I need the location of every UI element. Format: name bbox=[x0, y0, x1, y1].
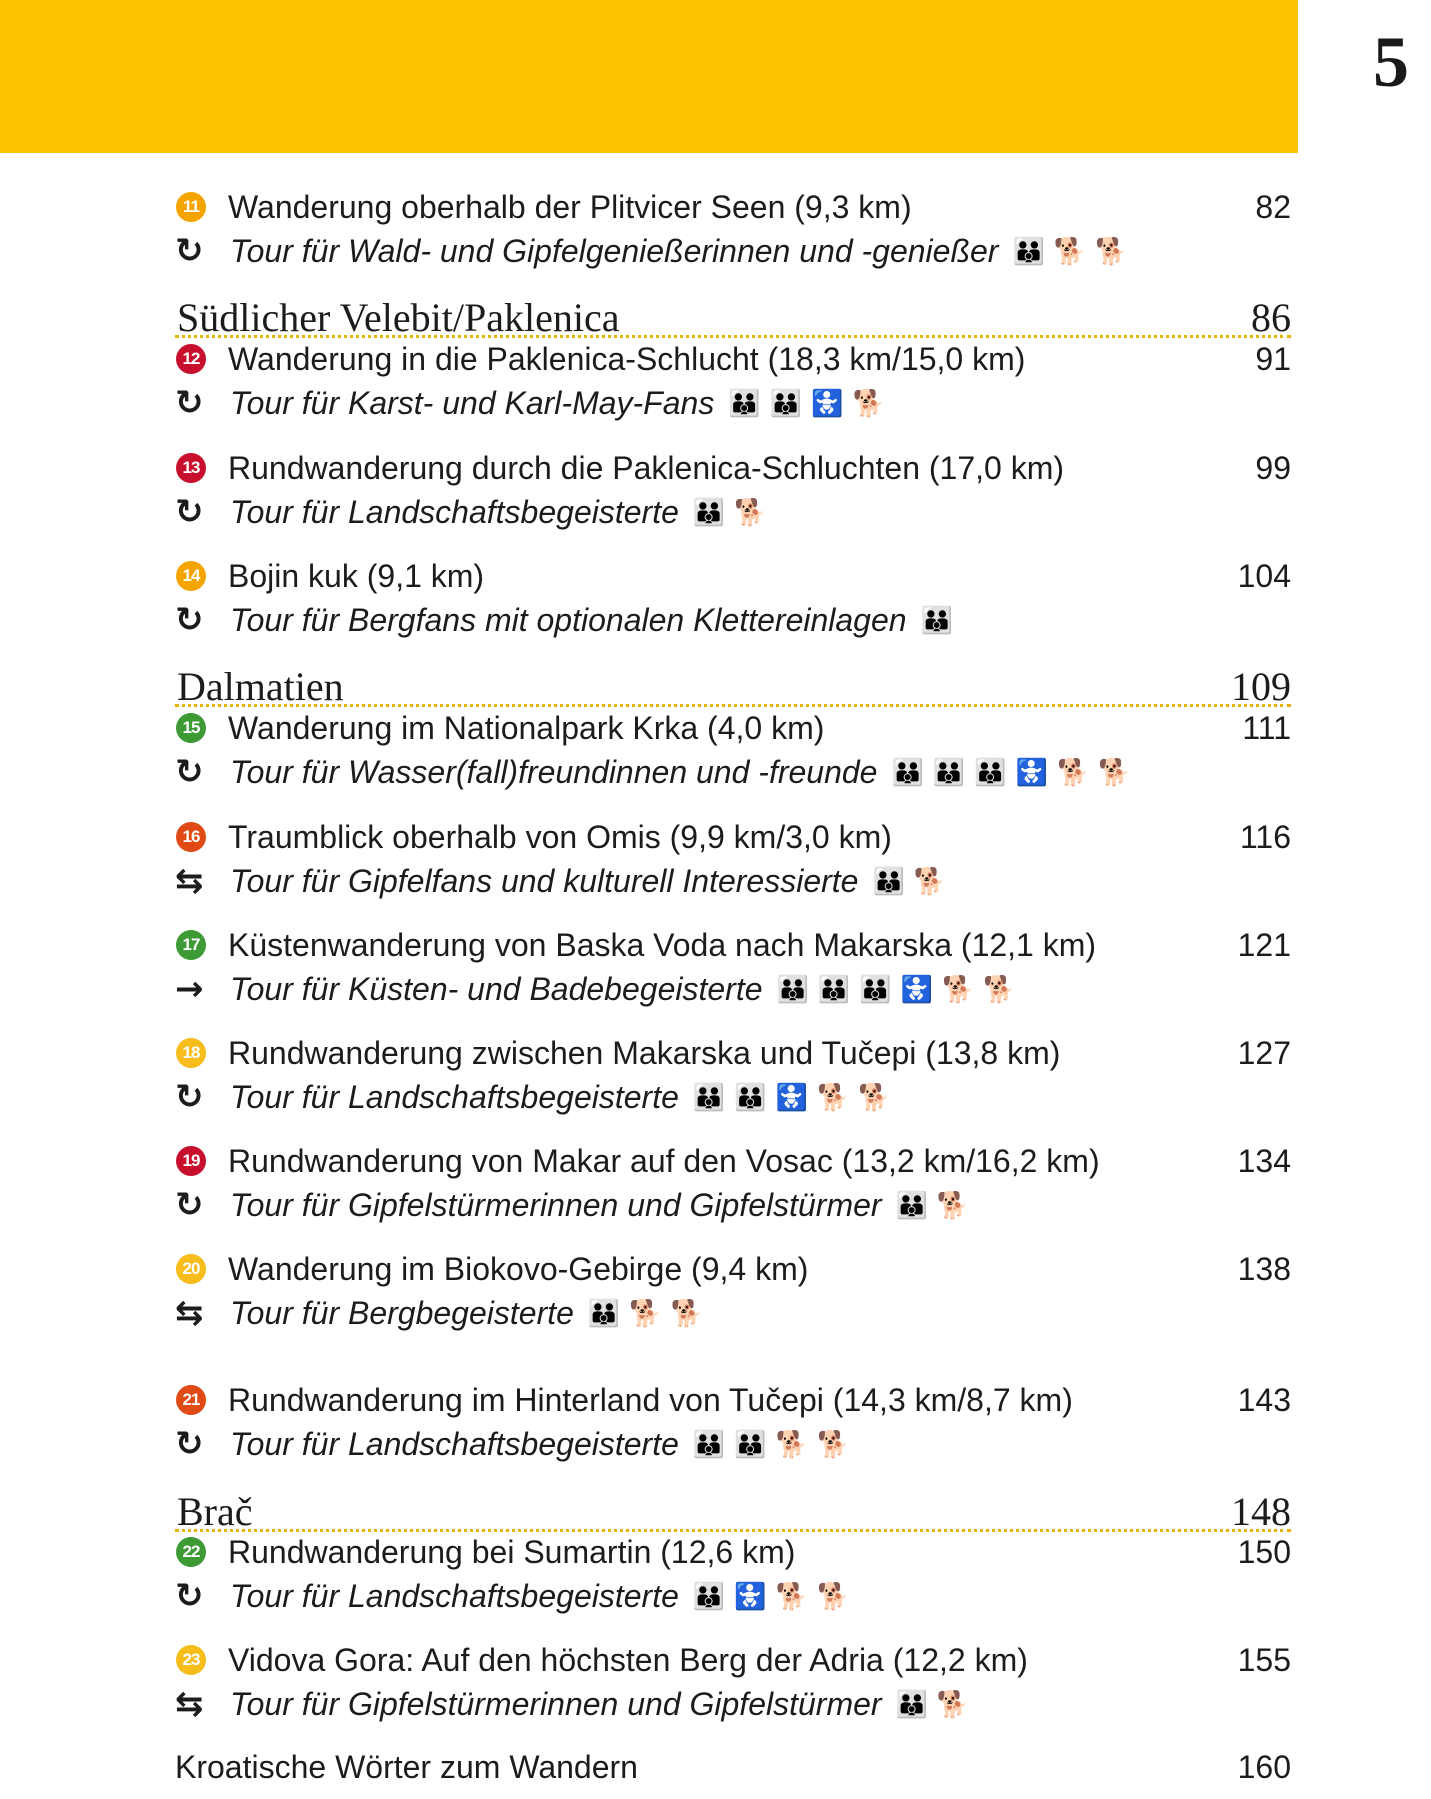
entry-tour-description bbox=[230, 859, 955, 903]
toc-entry[interactable] bbox=[175, 554, 1291, 642]
tour-text: Tour für Gipfelfans und kulturell Interessierte bbox=[230, 863, 859, 899]
entry-tour-description bbox=[230, 750, 1140, 794]
family-icon: 👪 bbox=[872, 866, 906, 896]
dog-icon: 🐕 bbox=[817, 1082, 851, 1112]
dog-icon: 🐕 bbox=[817, 1581, 851, 1611]
dog-icon: 🐕 bbox=[1098, 757, 1132, 787]
suitability-icons bbox=[896, 1682, 979, 1726]
entry-title: Küstenwanderung von Baska Voda nach Makarska (12,1 km) bbox=[228, 927, 1097, 963]
entry-page: 91 bbox=[1255, 341, 1291, 377]
dog-icon: 🐕 bbox=[734, 497, 768, 527]
tour-number-badge: 16 bbox=[176, 822, 206, 852]
family-icon: 👪 bbox=[728, 388, 762, 418]
tour-text: Tour für Bergfans mit optionalen Klettereinlagen bbox=[230, 602, 907, 638]
entry-title-line bbox=[175, 446, 1291, 490]
family-icon: 👪 bbox=[891, 757, 925, 787]
entry-tour-line bbox=[175, 1183, 1291, 1227]
toc-entry[interactable] bbox=[175, 1247, 1291, 1335]
family-icon: 👪 bbox=[776, 974, 810, 1004]
entry-page: 155 bbox=[1237, 1642, 1291, 1678]
family-icon: 👪 bbox=[692, 1429, 727, 1459]
entry-tour-line bbox=[175, 1075, 1291, 1119]
loop-arrow-icon: ↻ bbox=[175, 1185, 204, 1225]
entry-page: 82 bbox=[1255, 189, 1291, 225]
section-title: Südlicher Velebit/Paklenica bbox=[177, 295, 620, 340]
there-and-back-icon: ⇆ bbox=[175, 861, 204, 901]
entry-tour-line bbox=[175, 750, 1291, 794]
section-title: Brač bbox=[177, 1489, 253, 1534]
entry-tour-line bbox=[175, 1422, 1291, 1466]
family-icon: 👪 bbox=[859, 974, 893, 1004]
tour-text: Tour für Wald- und Gipfelgenießerinnen und -genießer bbox=[230, 233, 999, 269]
suitability-icons bbox=[777, 967, 1025, 1011]
tour-number-badge: 18 bbox=[176, 1038, 206, 1068]
section-heading[interactable] bbox=[175, 1477, 1291, 1532]
footer-page: 160 bbox=[1237, 1749, 1291, 1785]
suitability-icons bbox=[693, 1574, 859, 1618]
dog-icon: 🐕 bbox=[817, 1429, 851, 1459]
toc-entry[interactable] bbox=[175, 1378, 1291, 1466]
dog-icon: 🐕 bbox=[1053, 236, 1088, 266]
entry-tour-line bbox=[175, 598, 1291, 642]
entry-tour-line bbox=[175, 1291, 1291, 1335]
entry-title-line bbox=[175, 1031, 1291, 1075]
footer-title: Kroatische Wörter zum Wandern bbox=[175, 1749, 638, 1785]
entry-page: 138 bbox=[1237, 1251, 1291, 1287]
entry-tour-line bbox=[175, 229, 1291, 273]
dog-icon: 🐕 bbox=[629, 1298, 663, 1328]
loop-arrow-icon: ↻ bbox=[175, 492, 204, 532]
entry-tour-line bbox=[175, 490, 1291, 534]
tour-number-badge: 22 bbox=[176, 1537, 206, 1567]
tour-text: Tour für Gipfelstürmerinnen und Gipfelstürmer bbox=[230, 1187, 882, 1223]
entry-title-line bbox=[175, 337, 1291, 381]
section-heading[interactable] bbox=[175, 652, 1291, 707]
family-icon: 👪 bbox=[895, 1689, 929, 1719]
section-title: Dalmatien bbox=[177, 664, 344, 709]
entry-title: Wanderung oberhalb der Plitvicer Seen (9,3 km) bbox=[228, 189, 912, 225]
entry-page: 99 bbox=[1255, 450, 1291, 486]
suitability-icons bbox=[872, 859, 955, 903]
toc-entry[interactable] bbox=[175, 337, 1291, 425]
section-heading[interactable] bbox=[175, 283, 1291, 338]
tour-text: Tour für Landschaftsbegeisterte bbox=[230, 1426, 679, 1462]
family-icon: 👪 bbox=[920, 605, 954, 635]
entry-title: Wanderung im Biokovo-Gebirge (9,4 km) bbox=[228, 1251, 809, 1287]
stroller-icon: 🚼 bbox=[900, 974, 934, 1004]
tour-number-badge: 11 bbox=[176, 192, 206, 222]
tour-text: Tour für Landschaftsbegeisterte bbox=[230, 1079, 679, 1115]
tour-number-badge: 14 bbox=[176, 561, 206, 591]
entry-tour-line bbox=[175, 1574, 1291, 1618]
tour-number-badge: 13 bbox=[176, 453, 206, 483]
entry-tour-line bbox=[175, 381, 1291, 425]
tour-number-badge: 23 bbox=[176, 1645, 206, 1675]
entry-tour-line bbox=[175, 859, 1291, 903]
family-icon: 👪 bbox=[692, 1082, 727, 1112]
family-icon: 👪 bbox=[895, 1190, 929, 1220]
suitability-icons bbox=[896, 1183, 979, 1227]
suitability-icons bbox=[693, 490, 776, 534]
suitability-icons bbox=[728, 381, 894, 425]
suitability-icons bbox=[1012, 229, 1136, 273]
entry-page: 150 bbox=[1237, 1534, 1291, 1570]
entry-tour-description bbox=[230, 381, 894, 425]
suitability-icons bbox=[693, 1075, 900, 1119]
loop-arrow-icon: ↻ bbox=[175, 1077, 204, 1117]
family-icon: 👪 bbox=[932, 757, 967, 787]
family-icon: 👪 bbox=[587, 1298, 622, 1328]
tour-number-badge: 15 bbox=[176, 713, 206, 743]
entry-title-line bbox=[175, 554, 1291, 598]
toc-entry[interactable] bbox=[175, 1139, 1291, 1227]
entry-page: 143 bbox=[1237, 1382, 1291, 1418]
suitability-icons bbox=[693, 1422, 859, 1466]
entry-title: Rundwanderung bei Sumartin (12,6 km) bbox=[228, 1534, 796, 1570]
tour-text: Tour für Karst- und Karl-May-Fans bbox=[230, 385, 715, 421]
entry-title-line bbox=[175, 1530, 1291, 1574]
entry-title: Bojin kuk (9,1 km) bbox=[228, 558, 485, 594]
page-number: 5 bbox=[1373, 22, 1409, 102]
entry-page: 121 bbox=[1237, 927, 1291, 963]
toc-entry[interactable] bbox=[175, 1530, 1291, 1618]
toc-entry[interactable] bbox=[175, 706, 1291, 794]
dog-icon: 🐕 bbox=[936, 1689, 971, 1719]
entry-title: Wanderung im Nationalpark Krka (4,0 km) bbox=[228, 710, 825, 746]
entry-tour-description bbox=[230, 1574, 858, 1618]
entry-title-line bbox=[175, 815, 1291, 859]
suitability-icons bbox=[891, 750, 1139, 794]
loop-arrow-icon: ↻ bbox=[175, 1576, 204, 1616]
section-page: 148 bbox=[1231, 1489, 1291, 1534]
entry-tour-description bbox=[230, 967, 1025, 1011]
section-page: 109 bbox=[1231, 664, 1291, 709]
dog-icon: 🐕 bbox=[942, 974, 976, 1004]
entry-page: 111 bbox=[1242, 710, 1291, 746]
loop-arrow-icon: ↻ bbox=[175, 600, 204, 640]
entry-title-line bbox=[175, 706, 1291, 750]
tour-number-badge: 17 bbox=[176, 930, 206, 960]
entry-tour-description bbox=[230, 1422, 858, 1466]
entry-tour-description bbox=[230, 490, 776, 534]
tour-text: Tour für Küsten- und Badebegeisterte bbox=[230, 971, 763, 1007]
dog-icon: 🐕 bbox=[670, 1298, 705, 1328]
entry-page: 116 bbox=[1239, 819, 1291, 855]
stroller-icon: 🚼 bbox=[734, 1581, 768, 1611]
entry-tour-description bbox=[230, 598, 962, 642]
entry-tour-description bbox=[230, 1291, 712, 1335]
there-and-back-icon: ⇆ bbox=[175, 1684, 204, 1724]
entry-page: 127 bbox=[1237, 1035, 1291, 1071]
family-icon: 👪 bbox=[692, 497, 727, 527]
tour-number-badge: 12 bbox=[176, 344, 206, 374]
stroller-icon: 🚼 bbox=[1015, 757, 1049, 787]
entry-title-line bbox=[175, 923, 1291, 967]
section-page: 86 bbox=[1251, 295, 1291, 340]
dog-icon: 🐕 bbox=[913, 866, 948, 896]
stroller-icon: 🚼 bbox=[811, 388, 845, 418]
entry-tour-description bbox=[230, 1183, 978, 1227]
toc-entry[interactable] bbox=[175, 923, 1291, 1011]
family-icon: 👪 bbox=[734, 1429, 768, 1459]
tour-text: Tour für Landschaftsbegeisterte bbox=[230, 494, 679, 530]
entry-title: Rundwanderung von Makar auf den Vosac (13,2 km/16,2 km) bbox=[228, 1143, 1100, 1179]
family-icon: 👪 bbox=[974, 757, 1008, 787]
entry-title: Rundwanderung zwischen Makarska und Tučepi (13,8 km) bbox=[228, 1035, 1061, 1071]
dog-icon: 🐕 bbox=[1095, 236, 1129, 266]
loop-arrow-icon: ↻ bbox=[175, 752, 204, 792]
suitability-icons bbox=[921, 598, 962, 642]
entry-title-line bbox=[175, 1378, 1291, 1422]
dog-icon: 🐕 bbox=[936, 1190, 971, 1220]
entry-page: 134 bbox=[1237, 1143, 1291, 1179]
loop-arrow-icon: ↻ bbox=[175, 1424, 204, 1464]
tour-text: Tour für Landschaftsbegeisterte bbox=[230, 1578, 679, 1614]
toc-entry[interactable] bbox=[175, 815, 1291, 903]
family-icon: 👪 bbox=[817, 974, 852, 1004]
family-icon: 👪 bbox=[692, 1581, 727, 1611]
suitability-icons bbox=[588, 1291, 712, 1335]
tour-text: Tour für Wasser(fall)freundinnen und -freunde bbox=[230, 754, 878, 790]
dog-icon: 🐕 bbox=[983, 974, 1017, 1004]
dog-icon: 🐕 bbox=[775, 1429, 809, 1459]
entry-title-line bbox=[175, 1638, 1291, 1682]
entry-title-line bbox=[175, 1247, 1291, 1291]
there-and-back-icon: ⇆ bbox=[175, 1293, 204, 1333]
dog-icon: 🐕 bbox=[858, 1082, 892, 1112]
stroller-icon: 🚼 bbox=[775, 1082, 809, 1112]
loop-arrow-icon: ↻ bbox=[175, 383, 204, 423]
dog-icon: 🐕 bbox=[1056, 757, 1091, 787]
entry-tour-description bbox=[230, 1682, 978, 1726]
tour-number-badge: 21 bbox=[176, 1385, 206, 1415]
entry-tour-description bbox=[230, 1075, 900, 1119]
tour-number-badge: 20 bbox=[176, 1254, 206, 1284]
entry-title-line bbox=[175, 1139, 1291, 1183]
toc-entry[interactable] bbox=[175, 185, 1291, 273]
dog-icon: 🐕 bbox=[852, 388, 886, 418]
tour-number-badge: 19 bbox=[176, 1146, 206, 1176]
tour-text: Tour für Gipfelstürmerinnen und Gipfelstürmer bbox=[230, 1686, 882, 1722]
entry-tour-description bbox=[230, 229, 1137, 273]
family-icon: 👪 bbox=[1012, 236, 1046, 266]
family-icon: 👪 bbox=[734, 1082, 768, 1112]
toc-entry[interactable] bbox=[175, 446, 1291, 534]
entry-page: 104 bbox=[1237, 558, 1291, 594]
entry-title: Vidova Gora: Auf den höchsten Berg der Adria (12,2 km) bbox=[228, 1642, 1028, 1678]
entry-tour-line bbox=[175, 1682, 1291, 1726]
family-icon: 👪 bbox=[769, 388, 804, 418]
dog-icon: 🐕 bbox=[775, 1581, 809, 1611]
one-way-arrow-icon: → bbox=[175, 969, 204, 1009]
toc-entry[interactable] bbox=[175, 1031, 1291, 1119]
entry-title-line bbox=[175, 185, 1291, 229]
loop-arrow-icon: ↻ bbox=[175, 231, 204, 271]
toc-entry[interactable] bbox=[175, 1638, 1291, 1726]
entry-tour-line bbox=[175, 967, 1291, 1011]
tour-text: Tour für Bergbegeisterte bbox=[230, 1295, 574, 1331]
toc-footer-entry[interactable] bbox=[175, 1745, 1291, 1789]
entry-title: Wanderung in die Paklenica-Schlucht (18,3 km/15,0 km) bbox=[228, 341, 1026, 377]
entry-title: Traumblick oberhalb von Omis (9,9 km/3,0 km) bbox=[228, 819, 892, 855]
entry-title: Rundwanderung im Hinterland von Tučepi (14,3 km/8,7 km) bbox=[228, 1382, 1073, 1418]
entry-title: Rundwanderung durch die Paklenica-Schluchten (17,0 km) bbox=[228, 450, 1065, 486]
